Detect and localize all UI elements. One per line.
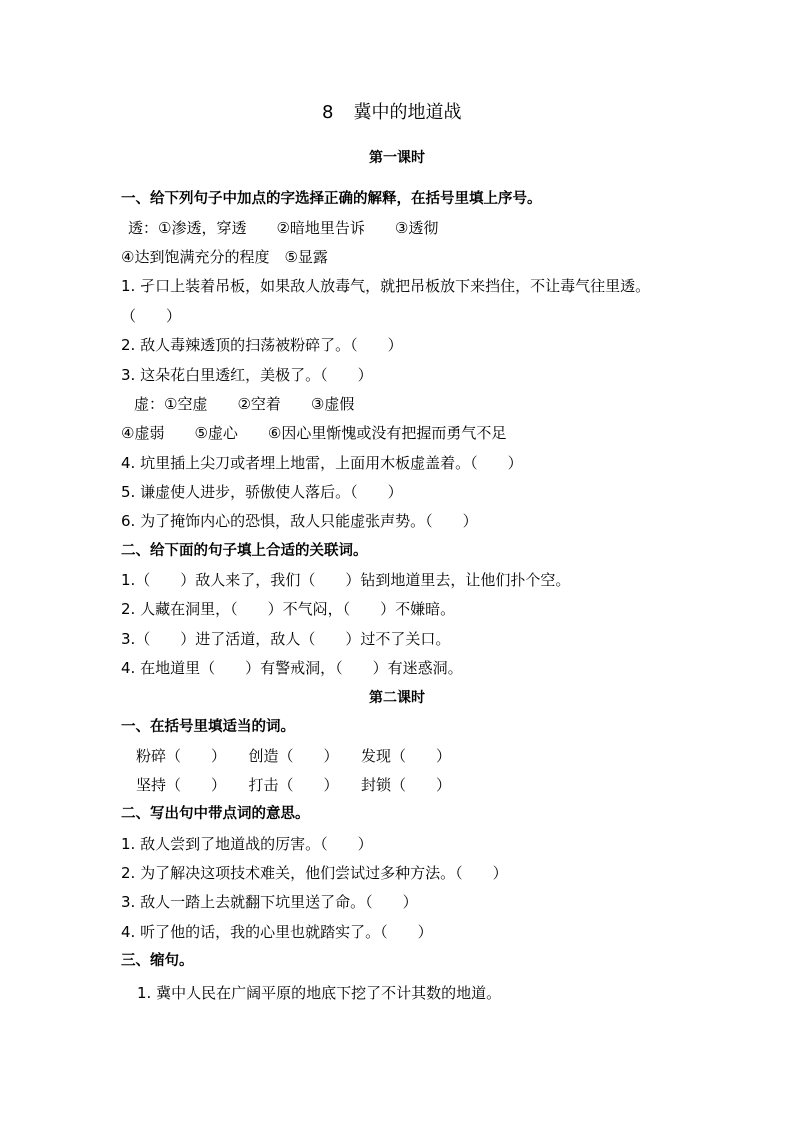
question-1: 1. 孑口上装着吊板，如果敌人放毒气，就把吊板放下来挡住，不让毒气往里透。 (121, 277, 651, 295)
lesson-title: 冀中的地道战 (353, 102, 462, 123)
lesson-number: 8 (322, 102, 334, 123)
lesson1-subtitle: 第一课时 (369, 150, 425, 166)
meaning-item-4: 4. 听了他的话，我的心里也就踏实了。（ ） (121, 923, 433, 941)
conjunction-item-2: 2. 人藏在洞里，（ ）不气闷，（ ）不嫌暗。 (121, 600, 456, 618)
part2-section2-heading: 二、写出句中带点词的意思。 (121, 806, 310, 822)
meaning-item-1: 1. 敌人尝到了地道战的厉害。（ ） (121, 835, 373, 853)
question-5: 5. 谦虚使人进步，骄傲使人落后。（ ） (121, 483, 403, 501)
meaning-item-2: 2. 为了解决这项技术难关，他们尝试过多种方法。（ ） (121, 864, 508, 882)
tou-options-line1: 透：①渗透，穿透 ②暗地里告诉 ③透彻 (128, 219, 439, 237)
words-row-1: 粉碎（ ） 创造（ ） 发现（ ） (136, 747, 452, 765)
page-title (322, 101, 461, 125)
xu-options-line1: 虚：①空虚 ②空着 ③虚假 (134, 395, 355, 413)
conjunction-item-4: 4. 在地道里（ ）有警戒洞，（ ）有迷惑洞。 (121, 659, 463, 677)
question-2: 2. 敌人毒辣透顶的扫荡被粉碎了。（ ） (121, 336, 403, 354)
xu-options-line2: ④虚弱 ⑤虚心 ⑥因心里惭愧或没有把握而勇气不足 (121, 424, 507, 442)
conjunction-item-1: 1.（ ）敌人来了，我们（ ）钻到地道里去，让他们扑个空。 (121, 571, 571, 589)
tou-options-line2: ④达到饱满充分的程度 ⑤显露 (121, 248, 328, 266)
question-1-blank: （ ） (121, 307, 182, 325)
lesson2-subtitle: 第二课时 (369, 690, 425, 706)
conjunction-item-3: 3.（ ）进了活道，敌人（ ）过不了关口。 (121, 630, 451, 648)
meaning-item-3: 3. 敌人一踏上去就翻下坑里送了命。（ ） (121, 893, 418, 911)
words-row-2: 坚持（ ） 打击（ ） 封锁（ ） (136, 776, 452, 794)
part2-section3-heading: 三、缩句。 (121, 953, 194, 969)
question-4: 4. 坑里插上尖刀或者埋上地雷，上面用木板虚盖着。（ ） (121, 454, 523, 472)
question-3: 3. 这朵花白里透红，美极了。（ ） (121, 366, 373, 384)
part2-section1-heading: 一、在括号里填适当的词。 (121, 719, 295, 735)
section1-heading: 一、给下列句子中加点的字选择正确的解释，在括号里填上序号。 (121, 191, 542, 207)
section2-heading: 二、给下面的句子填上合适的关联词。 (121, 543, 368, 559)
condense-item-1: 1. 冀中人民在广阔平原的地底下挖了不计其数的地道。 (137, 984, 502, 1002)
question-6: 6. 为了掩饰内心的恐惧，敌人只能虚张声势。（ ） (121, 512, 478, 530)
